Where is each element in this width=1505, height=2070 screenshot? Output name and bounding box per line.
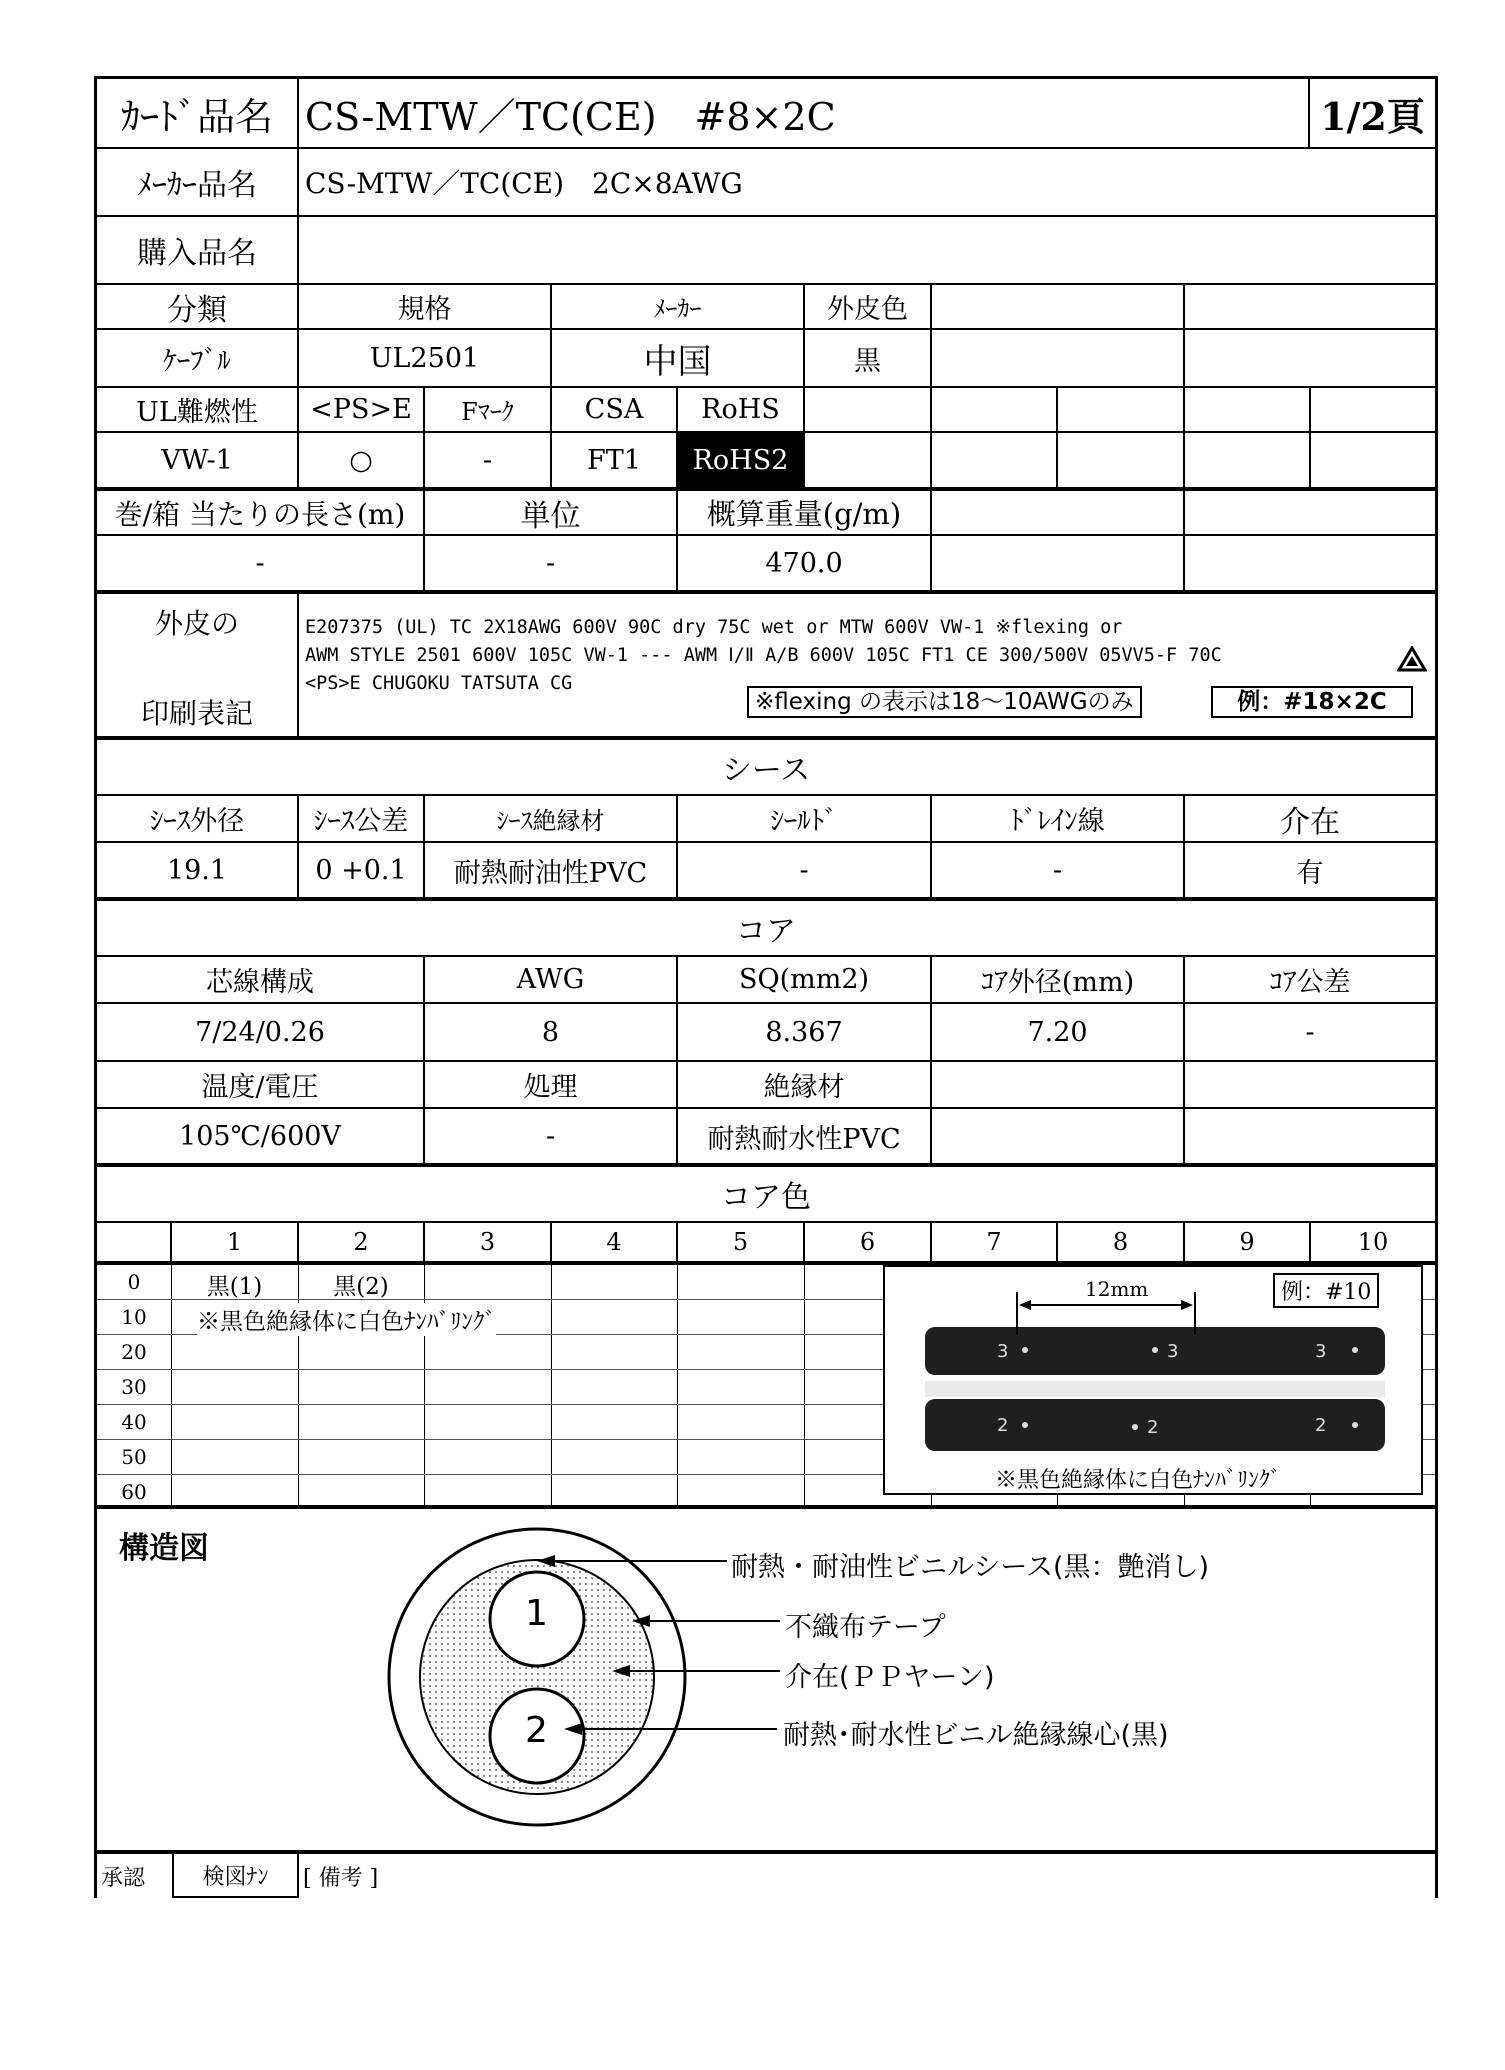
blank-cell <box>932 330 1185 386</box>
flexing-note: ※flexing の表示は18～10AWGのみ <box>747 686 1142 718</box>
classification-header <box>97 285 1435 330</box>
structure-title: 構造図 <box>119 1531 209 1566</box>
blank-cell <box>805 388 932 431</box>
core-header-2 <box>97 1062 1435 1109</box>
photo-caption: ※黒色絶縁体に白色ﾅﾝﾊﾞﾘﾝｸﾞ <box>995 1468 1282 1493</box>
row-number: 40 <box>121 1410 147 1434</box>
sheath-title: シース <box>97 740 1435 796</box>
core-callout: 耐熱･耐水性ビニル絶縁線心(黒) <box>783 1720 1169 1751</box>
row-number: 10 <box>121 1305 147 1329</box>
core-header <box>97 957 1435 1004</box>
svg-text:2: 2 <box>1315 1415 1327 1436</box>
length-value: - <box>97 536 425 590</box>
csa-header: CSA <box>552 388 678 431</box>
check-label: 検図ﾅﾝ <box>172 1854 299 1898</box>
blank-cell <box>1185 491 1435 534</box>
strand-value: 7/24/0.26 <box>97 1004 425 1060</box>
weight-header-cell: 概算重量(g/m) <box>678 491 932 534</box>
photo-dimension: 12mm <box>1085 1277 1149 1301</box>
purchase-name-label: 購入品名 <box>97 217 299 283</box>
row-number: 0 <box>127 1270 141 1294</box>
sheath-od-header: ｼｰｽ外径 <box>97 796 299 841</box>
core-color-grid <box>97 1265 1435 1509</box>
color-column-9: 9 <box>1185 1223 1311 1261</box>
standard-value: UL2501 <box>299 330 552 386</box>
unit-header: 単位 <box>425 491 678 534</box>
awg-value: 8 <box>425 1004 678 1060</box>
photo-example: 例：#10 <box>1273 1273 1379 1308</box>
pse-value: ○ <box>299 433 425 487</box>
weight-header <box>97 491 1435 536</box>
card-name-row <box>97 79 1435 149</box>
svg-text:3: 3 <box>1167 1341 1179 1362</box>
color-column-8: 8 <box>1058 1223 1185 1261</box>
color-column-6: 6 <box>805 1223 932 1261</box>
core-od-header: ｺｱ外径(mm) <box>932 957 1185 1002</box>
maker-name: CS-MTW／TC(CE) 2C×8AWG <box>305 167 743 200</box>
certs-values <box>97 433 1435 491</box>
warning-triangle-icon <box>1397 646 1427 672</box>
blank-cell <box>932 433 1058 487</box>
color-column-10: 10 <box>1357 1228 1389 1256</box>
tape-callout: 不織布テープ <box>785 1612 946 1643</box>
temp-header: 温度/電圧 <box>97 1062 425 1107</box>
unit-value: - <box>425 536 678 590</box>
filler-header: 介在 <box>1280 804 1340 840</box>
svg-text:2: 2 <box>997 1415 1009 1436</box>
blank-cell <box>1185 330 1435 386</box>
row-number: 20 <box>121 1340 147 1364</box>
spec-sheet <box>94 76 1438 1898</box>
core-tol-header: ｺｱ公差 <box>1269 967 1351 998</box>
core-title: コア <box>97 901 1435 957</box>
card-name-label: ｶｰﾄﾞ品名 <box>97 79 299 147</box>
row-number: 60 <box>121 1480 147 1504</box>
maker-name-row <box>97 149 1435 217</box>
approve-label: 承認 <box>101 1865 146 1891</box>
maker-name-label: ﾒｰｶｰ品名 <box>97 149 299 215</box>
blank-cell <box>932 285 1185 328</box>
ins-header: 絶縁材 <box>678 1062 932 1107</box>
core-1-label: 1 <box>525 1593 548 1634</box>
printing-section <box>97 594 1435 740</box>
footer-row <box>97 1854 1435 1898</box>
shield-header: ｼｰﾙﾄﾞ <box>678 796 932 841</box>
core-2-label: 2 <box>525 1710 548 1751</box>
blank-cell <box>932 1109 1185 1163</box>
page-number: 1/2頁 <box>1320 93 1425 139</box>
color-column-1: 1 <box>172 1223 299 1261</box>
core-color-1: 黒(1) <box>206 1274 263 1300</box>
strand-header: 芯線構成 <box>97 957 425 1002</box>
blank-cell <box>805 433 932 487</box>
ins-value: 耐熱耐水性PVC <box>678 1109 932 1163</box>
blank-cell <box>1311 388 1435 431</box>
weight-value: 470.0 <box>678 536 932 590</box>
core-color-title: コア色 <box>97 1167 1435 1223</box>
blank-cell <box>97 1223 172 1261</box>
color-column-5: 5 <box>678 1223 805 1261</box>
blank-cell <box>1185 433 1311 487</box>
maker-value: 中国 <box>552 330 805 386</box>
filler-callout: 介在(ＰＰヤーン) <box>785 1662 995 1693</box>
blank-cell <box>1058 388 1185 431</box>
certs-header <box>97 388 1435 433</box>
color-value: 黒 <box>805 330 932 386</box>
core-values <box>97 1004 1435 1062</box>
core-values-2 <box>97 1109 1435 1167</box>
printing-label-bottom: 印刷表記 <box>140 697 253 730</box>
blank-cell <box>932 491 1185 534</box>
blank-cell <box>1185 1062 1435 1107</box>
classification-values <box>97 330 1435 388</box>
awg-header: AWG <box>425 957 678 1002</box>
svg-text:2: 2 <box>1147 1417 1159 1438</box>
color-column-2: 2 <box>299 1223 425 1261</box>
cable-photo <box>883 1265 1423 1495</box>
printing-line-2: AWM STYLE 2501 600V 105C VW-1 --- AWM Ⅰ/Ⅱ A/B 600V 105C FT1 CE 300/500V 05VV5-F 70C <box>305 645 1222 666</box>
drain-value: - <box>932 843 1185 897</box>
category-value: ｹｰﾌﾞﾙ <box>97 330 299 386</box>
ul-header: UL難燃性 <box>97 388 299 431</box>
blank-cell <box>1058 433 1185 487</box>
purchase-name-row <box>97 217 1435 285</box>
sheath-tol-value: 0 +0.1 <box>299 843 425 897</box>
treat-value: - <box>425 1109 678 1163</box>
fmark-header: Fﾏｰｸ <box>425 388 552 431</box>
svg-text:3: 3 <box>1315 1341 1327 1362</box>
printing-example: 例：#18×2C <box>1211 686 1413 718</box>
csa-value: FT1 <box>552 433 678 487</box>
weight-values <box>97 536 1435 594</box>
sheath-header <box>97 796 1435 843</box>
row-number: 30 <box>121 1375 147 1399</box>
core-color-columns <box>97 1223 1435 1265</box>
card-name: CS-MTW／TC(CE) #8×2C <box>299 79 1310 147</box>
temp-value: 105℃/600V <box>97 1109 425 1163</box>
printing-line-3: <PS>E CHUGOKU TATSUTA CG <box>305 673 573 694</box>
length-header: 巻/箱 当たりの長さ(m) <box>97 491 425 534</box>
maker-header: ﾒｰｶｰ <box>552 285 805 328</box>
color-column-4: 4 <box>552 1223 678 1261</box>
row-number: 50 <box>121 1445 147 1469</box>
color-column-7: 7 <box>932 1223 1058 1261</box>
sheath-tol-header: ｼｰｽ公差 <box>299 796 425 841</box>
sheath-values <box>97 843 1435 901</box>
blank-cell <box>1185 536 1435 590</box>
core-od-value: 7.20 <box>932 1004 1185 1060</box>
rohs-value: RoHS2 <box>678 433 805 487</box>
blank-cell <box>932 388 1058 431</box>
sheath-mat-header: ｼｰｽ絶縁材 <box>425 796 678 841</box>
blank-cell <box>1185 1109 1435 1163</box>
purchase-name <box>299 217 1435 283</box>
sq-value: 8.367 <box>678 1004 932 1060</box>
blank-cell <box>1311 433 1435 487</box>
rohs-header: RoHS <box>678 388 805 431</box>
ul-value: VW-1 <box>97 433 299 487</box>
pse-header: <PS>E <box>299 388 425 431</box>
sheath-callout: 耐熱・耐油性ビニルシース(黒：艶消し) <box>731 1552 1210 1583</box>
blank-cell <box>932 1062 1185 1107</box>
color-header: 外皮色 <box>805 285 932 328</box>
core-color-2: 黒(2) <box>333 1274 389 1300</box>
blank-cell <box>932 536 1185 590</box>
filler-value: 有 <box>1296 857 1324 889</box>
blank-cell <box>1185 388 1311 431</box>
color-column-3: 3 <box>425 1223 552 1261</box>
standard-header: 規格 <box>299 285 552 328</box>
category-header: 分類 <box>97 285 299 328</box>
core-color-remark: ※黒色絶縁体に白色ﾅﾝﾊﾞﾘﾝｸﾞ <box>197 1303 496 1336</box>
treat-header: 処理 <box>425 1062 678 1107</box>
svg-text:3: 3 <box>997 1341 1009 1362</box>
printing-label-top: 外皮の <box>154 607 239 640</box>
printing-line-1: E207375 (UL) TC 2X18AWG 600V 90C dry 75C wet or MTW 600V VW-1 ※flexing or <box>305 617 1123 638</box>
core-tol-value: - <box>1305 1016 1315 1048</box>
sheath-od-value: 19.1 <box>97 843 299 897</box>
remarks-label: [ 備考 ] <box>303 1865 379 1891</box>
structure-section <box>97 1509 1435 1854</box>
shield-value: - <box>678 843 932 897</box>
sq-header: SQ(mm2) <box>678 957 932 1002</box>
sheath-mat-value: 耐熱耐油性PVC <box>425 843 678 897</box>
blank-cell <box>1185 285 1435 328</box>
fmark-value: - <box>425 433 552 487</box>
drain-header: ﾄﾞﾚｲﾝ線 <box>932 796 1185 841</box>
